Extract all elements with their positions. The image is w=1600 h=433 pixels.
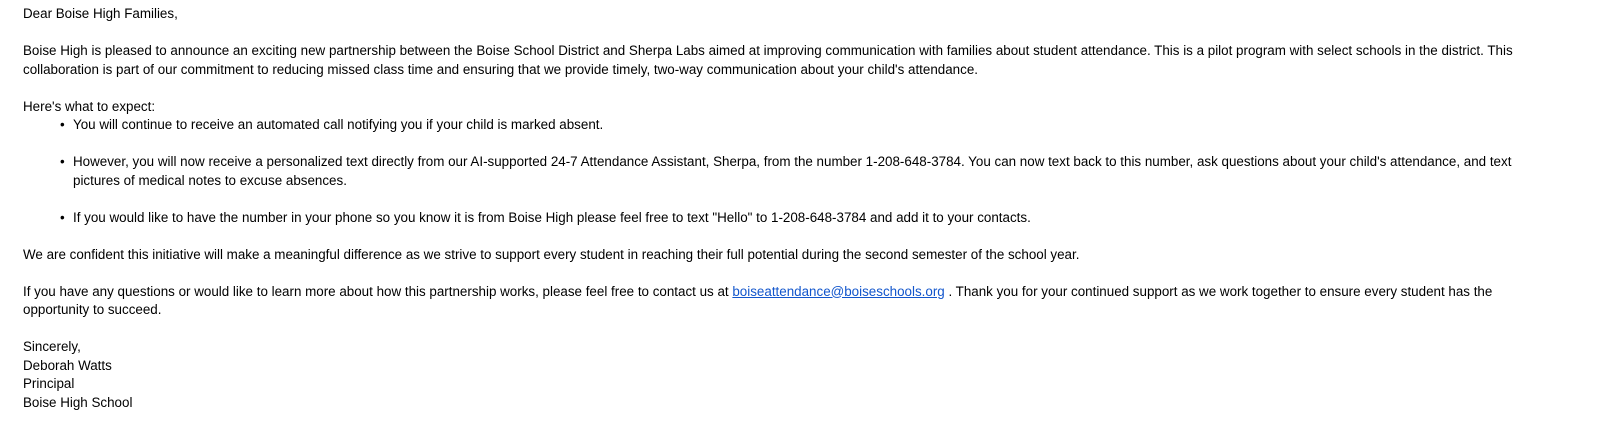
list-item-text: However, you will now receive a personalized text directly from our AI-supported 24-7 Attendance Assistant, Sherpa, from the number 1-208-648-3784. You can now text back to this number, ask questions about your child's attendance, and text pictures of medical notes to excuse absences. bbox=[73, 154, 1512, 188]
signature-title: Principal bbox=[23, 376, 75, 391]
signature-school: Boise High School bbox=[23, 394, 133, 410]
bullet-icon: • bbox=[60, 154, 65, 169]
bullet-icon: • bbox=[60, 209, 65, 225]
list-item bbox=[60, 153, 1560, 190]
signature-closing: Sincerely, bbox=[23, 339, 81, 354]
signature-name: Deborah Watts bbox=[23, 357, 112, 373]
list-item bbox=[60, 209, 1560, 228]
list-item-text: You will continue to receive an automated call notifying you if your child is marked absent. bbox=[73, 117, 604, 132]
confidence-paragraph: We are confident this initiative will make a meaningful difference as we strive to support every student in reaching their full potential during the second semester of the school year. bbox=[23, 246, 1080, 262]
bullet-icon: • bbox=[60, 117, 65, 132]
signature-block bbox=[23, 338, 1560, 412]
intro-paragraph: Boise High is pleased to announce an exciting new partnership between the Boise School District and Sherpa Labs aimed at improving communication with families about student attendance. This is a pilot program with select schools in the district. This collaboration is part of our commitment to reducing missed class time and ensuring that we provide timely, two-way communication about your child's attendance. bbox=[23, 43, 1513, 77]
expectation-list bbox=[23, 116, 1560, 227]
contact-email-link[interactable]: boiseattendance@boiseschools.org bbox=[732, 283, 945, 299]
contact-text-before: If you have any questions or would like to learn more about how this partnership works, please feel free to contact us at bbox=[23, 283, 733, 299]
contact-paragraph bbox=[23, 283, 1560, 320]
contact-text-after: . Thank you for your continued support as we work together to ensure every student has the opportunity to succeed. bbox=[23, 283, 1493, 317]
expect-heading: Here's what to expect: bbox=[23, 98, 156, 114]
list-item bbox=[60, 116, 1560, 135]
greeting: Dear Boise High Families, bbox=[23, 6, 178, 21]
list-item-text: If you would like to have the number in your phone so you know it is from Boise High please feel free to text "Hello" to 1-208-648-3784 and add it to your contacts. bbox=[73, 209, 1031, 225]
